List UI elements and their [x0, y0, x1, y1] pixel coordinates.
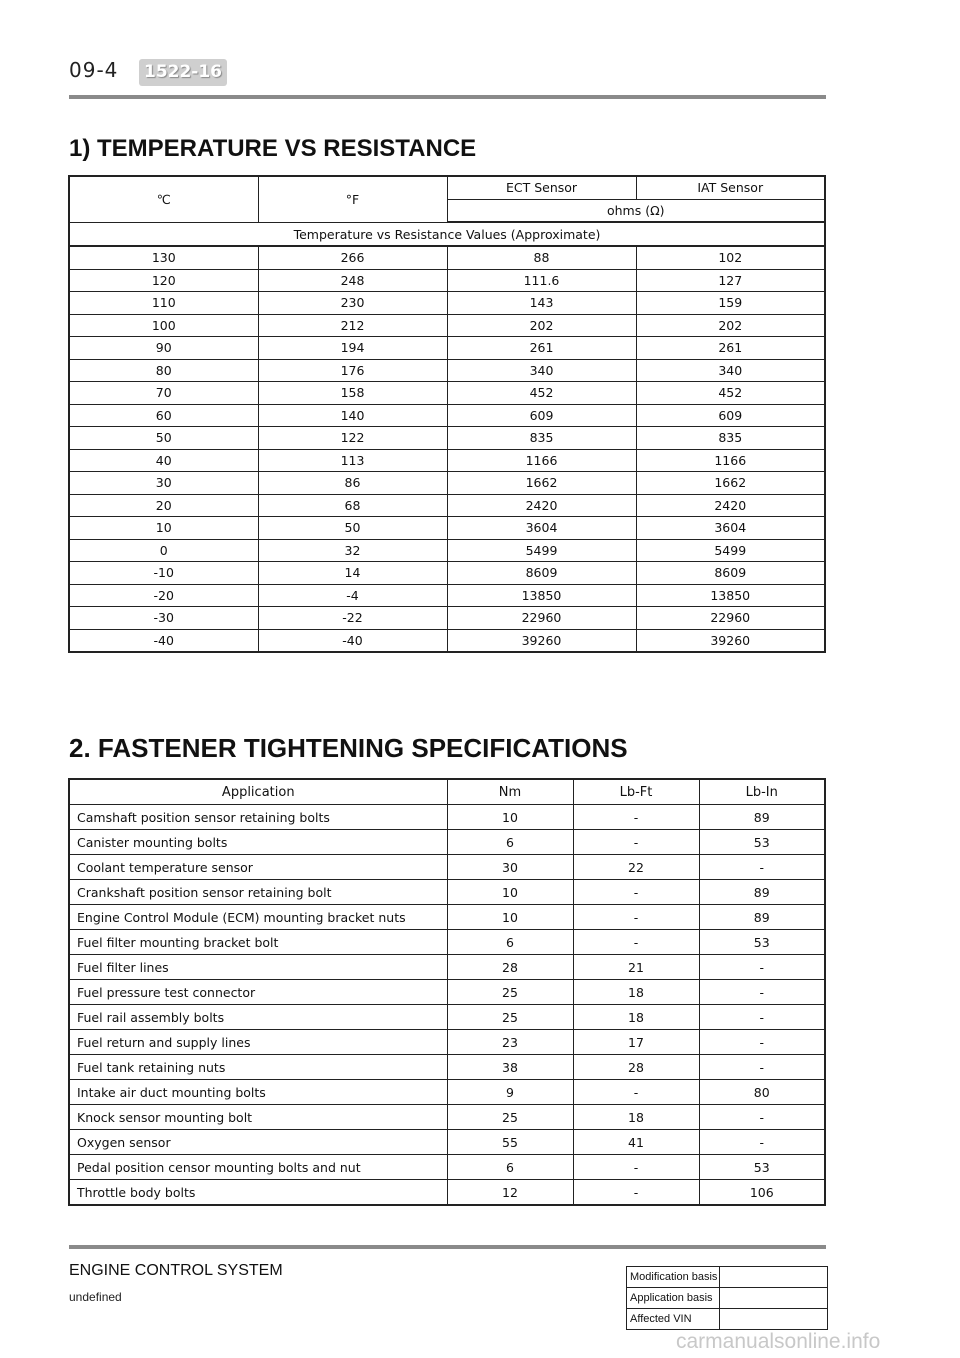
- table-row: [69, 830, 825, 855]
- table-cell: 68: [258, 494, 447, 517]
- table-row: [69, 337, 825, 360]
- table-row: [69, 1105, 825, 1130]
- table-row: [69, 607, 825, 630]
- footer-title: ENGINE CONTROL SYSTEM: [69, 1262, 283, 1279]
- mod-value: [720, 1288, 827, 1308]
- table-cell: 1662: [447, 472, 636, 495]
- table-row: [69, 494, 825, 517]
- table-row: [69, 955, 825, 980]
- table-cell: 0: [69, 539, 258, 562]
- table-cell: -: [699, 1005, 825, 1030]
- table-cell: 80: [699, 1080, 825, 1105]
- table-cell: 1662: [636, 472, 825, 495]
- table-row: [69, 805, 825, 830]
- table-cell: Pedal position censor mounting bolts and nut: [69, 1155, 447, 1180]
- table-cell: Fuel filter mounting bracket bolt: [69, 930, 447, 955]
- table-cell: 22960: [447, 607, 636, 630]
- table-row: [69, 980, 825, 1005]
- table-cell: 452: [447, 382, 636, 405]
- table-cell: Intake air duct mounting bolts: [69, 1080, 447, 1105]
- table-cell: 106: [699, 1180, 825, 1206]
- table-cell: 340: [636, 359, 825, 382]
- table-cell: -: [573, 830, 699, 855]
- watermark: carmanualsonline.info: [676, 1330, 881, 1353]
- table-row: [69, 292, 825, 315]
- table-cell: 50: [69, 427, 258, 450]
- table-cell: 127: [636, 269, 825, 292]
- table-cell: 13850: [447, 584, 636, 607]
- table-cell: -40: [69, 629, 258, 652]
- table-cell: -: [699, 980, 825, 1005]
- table-cell: 1166: [447, 449, 636, 472]
- table-cell: -4: [258, 584, 447, 607]
- col-header-application: Application: [69, 779, 447, 805]
- table-caption: Temperature vs Resistance Values (Approximate): [69, 222, 825, 246]
- table-row: [69, 562, 825, 585]
- col-header-nm: Nm: [447, 779, 573, 805]
- mod-row: [627, 1267, 827, 1288]
- table-cell: 90: [69, 337, 258, 360]
- table-cell: 18: [573, 1105, 699, 1130]
- table-cell: 6: [447, 830, 573, 855]
- table-cell: 8609: [447, 562, 636, 585]
- table-cell: 18: [573, 980, 699, 1005]
- table-cell: 89: [699, 805, 825, 830]
- table-cell: 32: [258, 539, 447, 562]
- mod-row: [627, 1288, 827, 1309]
- table-row: [69, 905, 825, 930]
- table-cell: 39260: [636, 629, 825, 652]
- modification-box: [626, 1266, 828, 1330]
- mod-value: [720, 1309, 827, 1329]
- table-row: [69, 269, 825, 292]
- table-row: [69, 1030, 825, 1055]
- table-cell: 70: [69, 382, 258, 405]
- table-cell: 835: [447, 427, 636, 450]
- unit-header: ohms (Ω): [447, 199, 825, 222]
- table-cell: 40: [69, 449, 258, 472]
- table-cell: -20: [69, 584, 258, 607]
- table-cell: 53: [699, 830, 825, 855]
- section-title-temperature: 1) TEMPERATURE VS RESISTANCE: [69, 135, 477, 162]
- table-row: [69, 1080, 825, 1105]
- table-cell: Oxygen sensor: [69, 1130, 447, 1155]
- col-header-fahrenheit: °F: [258, 176, 447, 222]
- table-cell: Fuel tank retaining nuts: [69, 1055, 447, 1080]
- table-cell: 38: [447, 1055, 573, 1080]
- table-cell: Camshaft position sensor retaining bolts: [69, 805, 447, 830]
- table-cell: -: [699, 1030, 825, 1055]
- table-cell: 89: [699, 880, 825, 905]
- table-cell: -: [573, 905, 699, 930]
- table-cell: 122: [258, 427, 447, 450]
- table-row: [69, 359, 825, 382]
- table-cell: 266: [258, 246, 447, 269]
- table-row: [69, 855, 825, 880]
- table-cell: 25: [447, 1105, 573, 1130]
- table-row: [69, 1005, 825, 1030]
- table-cell: 25: [447, 1005, 573, 1030]
- table-row: [69, 1155, 825, 1180]
- mod-value: [720, 1267, 827, 1287]
- table-cell: -: [573, 1080, 699, 1105]
- footer-subtitle: undefined: [69, 1290, 122, 1304]
- fastener-spec-table: [68, 778, 826, 1206]
- table-cell: 3604: [447, 517, 636, 540]
- table-cell: -: [699, 955, 825, 980]
- table-cell: 143: [447, 292, 636, 315]
- table-cell: 86: [258, 472, 447, 495]
- col-header-lbin: Lb-In: [699, 779, 825, 805]
- mod-label: Affected VIN: [627, 1309, 720, 1329]
- table-cell: Crankshaft position sensor retaining bolt: [69, 880, 447, 905]
- table-row: [69, 314, 825, 337]
- table-cell: 340: [447, 359, 636, 382]
- table-cell: 12: [447, 1180, 573, 1206]
- table-cell: Fuel return and supply lines: [69, 1030, 447, 1055]
- table-cell: 5499: [447, 539, 636, 562]
- footer-rule: [69, 1245, 826, 1249]
- table-cell: 89: [699, 905, 825, 930]
- mod-label: Modification basis: [627, 1267, 720, 1287]
- table-row: [69, 517, 825, 540]
- table-cell: -: [573, 1180, 699, 1206]
- table-row: [69, 1055, 825, 1080]
- table-cell: Throttle body bolts: [69, 1180, 447, 1206]
- table-cell: -30: [69, 607, 258, 630]
- table-cell: 202: [447, 314, 636, 337]
- table-cell: Knock sensor mounting bolt: [69, 1105, 447, 1130]
- table-row: [69, 246, 825, 269]
- table-cell: 53: [699, 1155, 825, 1180]
- table-row: [69, 880, 825, 905]
- table-cell: -40: [258, 629, 447, 652]
- table-cell: 8609: [636, 562, 825, 585]
- table-cell: 1166: [636, 449, 825, 472]
- col-header-celsius: ℃: [69, 176, 258, 222]
- temperature-resistance-table: [68, 175, 826, 653]
- table-row: [69, 584, 825, 607]
- table-cell: 28: [447, 955, 573, 980]
- table-cell: 110: [69, 292, 258, 315]
- table-cell: Fuel pressure test connector: [69, 980, 447, 1005]
- table-cell: 22: [573, 855, 699, 880]
- table-row: [69, 629, 825, 652]
- table-cell: 28: [573, 1055, 699, 1080]
- table-cell: 10: [447, 905, 573, 930]
- table-cell: 30: [447, 855, 573, 880]
- table-cell: 452: [636, 382, 825, 405]
- table-cell: 17: [573, 1030, 699, 1055]
- table-cell: 120: [69, 269, 258, 292]
- table-cell: 2420: [447, 494, 636, 517]
- table-cell: 50: [258, 517, 447, 540]
- table-row: [69, 404, 825, 427]
- table-row: [69, 427, 825, 450]
- table-cell: 100: [69, 314, 258, 337]
- table-cell: -10: [69, 562, 258, 585]
- table-cell: 609: [636, 404, 825, 427]
- table-cell: 194: [258, 337, 447, 360]
- table-cell: -: [573, 880, 699, 905]
- col-header-iat: IAT Sensor: [636, 176, 825, 199]
- col-header-lbft: Lb-Ft: [573, 779, 699, 805]
- table-cell: 6: [447, 1155, 573, 1180]
- table-cell: 88: [447, 246, 636, 269]
- table-cell: 835: [636, 427, 825, 450]
- table-cell: 2420: [636, 494, 825, 517]
- section-title-fasteners: 2. FASTENER TIGHTENING SPECIFICATIONS: [69, 733, 628, 763]
- table-cell: 41: [573, 1130, 699, 1155]
- mod-label: Application basis: [627, 1288, 720, 1308]
- table-cell: 55: [447, 1130, 573, 1155]
- table-cell: 22960: [636, 607, 825, 630]
- table-cell: 25: [447, 980, 573, 1005]
- table-cell: Fuel filter lines: [69, 955, 447, 980]
- table-cell: -: [699, 1130, 825, 1155]
- table-cell: 18: [573, 1005, 699, 1030]
- table-cell: 102: [636, 246, 825, 269]
- page-number: 09-4: [69, 58, 119, 82]
- table-cell: 60: [69, 404, 258, 427]
- table-cell: 53: [699, 930, 825, 955]
- table-cell: -: [699, 855, 825, 880]
- table-cell: -: [699, 1055, 825, 1080]
- table-cell: 176: [258, 359, 447, 382]
- table-cell: 111.6: [447, 269, 636, 292]
- table-cell: Canister mounting bolts: [69, 830, 447, 855]
- model-badge: 1522-16: [139, 59, 227, 86]
- table-cell: 10: [69, 517, 258, 540]
- table-cell: 158: [258, 382, 447, 405]
- table-cell: 248: [258, 269, 447, 292]
- table-cell: -: [573, 1155, 699, 1180]
- table-row: [69, 1180, 825, 1206]
- table-cell: Coolant temperature sensor: [69, 855, 447, 880]
- mod-row: [627, 1309, 827, 1329]
- table-cell: 39260: [447, 629, 636, 652]
- table-row: [69, 382, 825, 405]
- table-cell: 14: [258, 562, 447, 585]
- header-rule: [69, 95, 826, 99]
- table-cell: 20: [69, 494, 258, 517]
- table-row: [69, 1130, 825, 1155]
- table-cell: 230: [258, 292, 447, 315]
- table-row: [69, 472, 825, 495]
- table-cell: 10: [447, 805, 573, 830]
- table-cell: 212: [258, 314, 447, 337]
- table-cell: 30: [69, 472, 258, 495]
- table-row: [69, 539, 825, 562]
- col-header-ect: ECT Sensor: [447, 176, 636, 199]
- table-row: [69, 449, 825, 472]
- table-cell: 23: [447, 1030, 573, 1055]
- table-cell: 80: [69, 359, 258, 382]
- table-cell: 10: [447, 880, 573, 905]
- table-cell: 6: [447, 930, 573, 955]
- table-cell: 159: [636, 292, 825, 315]
- table-cell: 3604: [636, 517, 825, 540]
- table-cell: -: [573, 805, 699, 830]
- table-cell: 13850: [636, 584, 825, 607]
- table-cell: 5499: [636, 539, 825, 562]
- table-cell: 113: [258, 449, 447, 472]
- table-cell: Fuel rail assembly bolts: [69, 1005, 447, 1030]
- table-cell: 130: [69, 246, 258, 269]
- table-cell: 261: [636, 337, 825, 360]
- table-cell: 202: [636, 314, 825, 337]
- table-row: [69, 930, 825, 955]
- table-cell: 609: [447, 404, 636, 427]
- table-cell: -22: [258, 607, 447, 630]
- table-cell: 140: [258, 404, 447, 427]
- table-cell: 261: [447, 337, 636, 360]
- table-cell: 9: [447, 1080, 573, 1105]
- table-cell: -: [573, 930, 699, 955]
- table-cell: -: [699, 1105, 825, 1130]
- table-cell: Engine Control Module (ECM) mounting bracket nuts: [69, 905, 447, 930]
- table-cell: 21: [573, 955, 699, 980]
